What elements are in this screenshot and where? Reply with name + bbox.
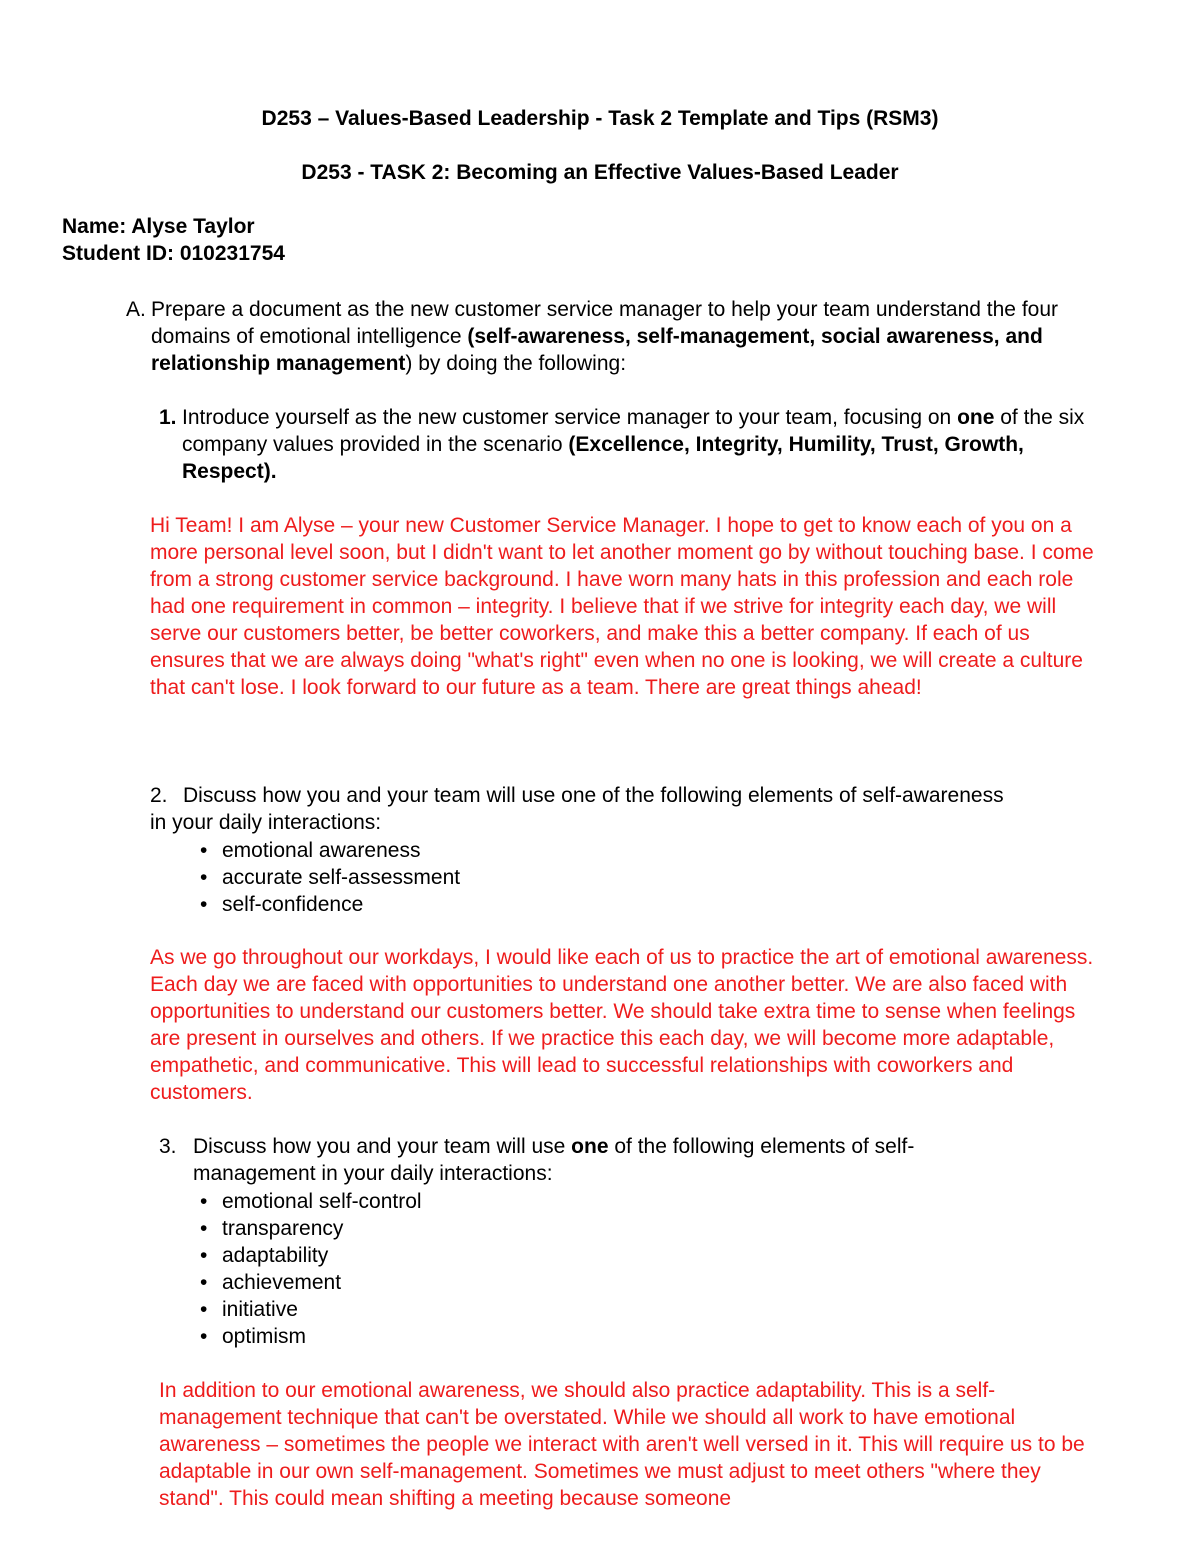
item-3-bullets: [200, 1188, 422, 1350]
list-item: • initiative: [200, 1296, 422, 1323]
item-3-response: In addition to our emotional awareness, we should also practice adaptability. This is a self-management technique that can't be overstated. While we should all work to have emotional awareness – sometimes the people we interact with aren't well versed in it. This will require us to be adaptable in our own self-management. Sometimes we must adjust to meet others "where they stand". This could mean shifting a meeting because someone: [159, 1379, 1085, 1510]
item-1-bold-1: one: [957, 406, 995, 429]
item-3-text-1: Discuss how you and your team will use: [193, 1135, 572, 1158]
item-1-text-1: Introduce yourself as the new customer service manager to your team, focusing on: [182, 406, 958, 429]
list-item: • emotional self-control: [200, 1188, 422, 1215]
item-3-text-2: of the following elements of self-management in your daily interactions:: [193, 1135, 915, 1185]
section-a-marker: A.: [126, 298, 146, 321]
item-1-response: Hi Team! I am Alyse – your new Customer Service Manager. I hope to get to know each of you on a more personal level soon, but I didn't want to let another moment go by without touching base. I come from a strong customer service background. I have worn many hats in this profession and each role had one requirement in common – integrity. I believe that if we strive for integrity each day, we will serve our customers better, be better coworkers, and make this a better company. If each of us ensures that we are always doing "what's right" even when no one is looking, we will create a culture that can't lose. I look forward to our future as a team. There are great things ahead!: [150, 514, 1094, 699]
document-title: D253 – Values-Based Leadership - Task 2 Template and Tips (RSM3): [261, 107, 939, 130]
student-id: Student ID: 010231754: [62, 242, 285, 265]
list-item: • transparency: [200, 1215, 422, 1242]
item-1-prompt: [182, 404, 1102, 485]
list-item: • accurate self-assessment: [200, 864, 460, 891]
item-2-response: As we go throughout our workdays, I would like each of us to practice the art of emotional awareness. Each day we are faced with opportunities to understand one another better. We are also faced with opportunities to understand our customers better. We should take extra time to sense when feelings are present in ourselves and others. If we practice this each day, we will become more adaptable, empathetic, and communicative. This will lead to successful relationships with coworkers and customers.: [150, 946, 1094, 1104]
section-a-text-1: Prepare a document as the new customer service manager to help your team understand the four domains of emotional intelligence: [151, 298, 1058, 348]
item-2-marker: 2.: [150, 784, 168, 807]
item-1-marker: 1.: [159, 406, 177, 429]
item-3-marker: 3.: [159, 1135, 177, 1158]
section-a-bold-1: (self-awareness, self-management, social awareness, and relationship management: [151, 325, 1043, 375]
section-a-prompt: [151, 296, 1091, 377]
student-name: Name: Alyse Taylor: [62, 215, 255, 238]
item-2-prompt: Discuss how you and your team will use one of the following elements of self-awareness in your daily interactions:: [150, 784, 1004, 834]
item-3-prompt: [193, 1133, 1013, 1187]
list-item: • emotional awareness: [200, 837, 460, 864]
list-item: • self-confidence: [200, 891, 460, 918]
task-title: D253 - TASK 2: Becoming an Effective Values-Based Leader: [301, 161, 899, 184]
list-item: • achievement: [200, 1269, 422, 1296]
list-item: • optimism: [200, 1323, 422, 1350]
item-1-text-2: of the six company values provided in the scenario: [182, 406, 1085, 456]
item-1-bold-2: (Excellence, Integrity, Humility, Trust, Growth, Respect).: [182, 433, 1024, 483]
item-3-bold-1: one: [571, 1135, 609, 1158]
section-a-text-2: ) by doing the following:: [405, 352, 627, 375]
item-2-bullets: [200, 837, 460, 918]
list-item: • adaptability: [200, 1242, 422, 1269]
